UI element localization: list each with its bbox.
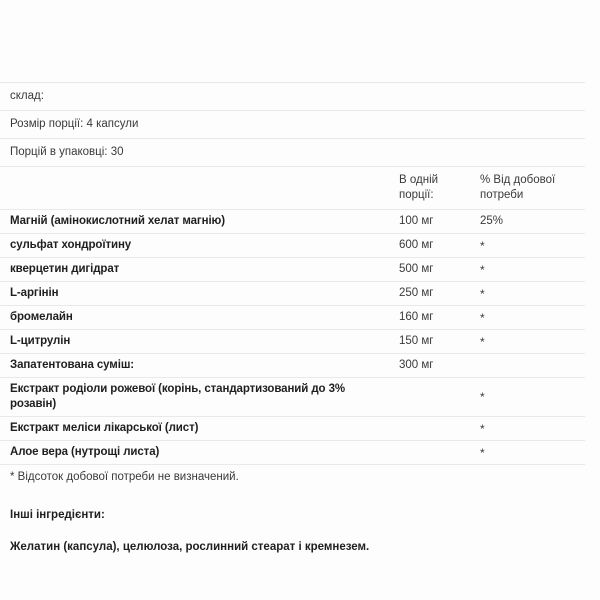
header-name <box>0 167 389 210</box>
table-footnote-row <box>0 465 585 491</box>
ingredient-amount <box>389 441 470 465</box>
table-row <box>0 282 585 306</box>
top-spacer <box>0 0 600 82</box>
servings-per-container-text: Порцій в упаковці: 30 <box>0 139 585 167</box>
ingredient-daily-value: * <box>470 417 585 441</box>
serving-size-text: Розмір порції: 4 капсули <box>0 111 585 139</box>
composition-label: склад: <box>0 83 585 111</box>
other-ingredients-section <box>0 508 600 555</box>
table-row <box>0 354 585 378</box>
ingredient-daily-value: * <box>470 258 585 282</box>
ingredient-amount: 600 мг <box>389 234 470 258</box>
header-amount-per-serving: В одній порції: <box>389 167 470 210</box>
header-percent-daily-value: % Від добової потреби <box>470 167 585 210</box>
row-serving-size <box>0 111 585 139</box>
ingredient-amount: 250 мг <box>389 282 470 306</box>
other-ingredients-label: Інші інгредієнти: <box>10 509 105 521</box>
ingredient-daily-value: 25% <box>470 210 585 234</box>
ingredient-name: Магній (амінокислотний хелат магнію) <box>0 210 389 234</box>
other-ingredients-text: Желатин (капсула), целюлоза, рослинний стеарат і кремнезем. <box>10 541 370 553</box>
table-row <box>0 306 585 330</box>
ingredient-amount: 300 мг <box>389 354 470 378</box>
ingredient-daily-value: * <box>470 441 585 465</box>
table-row <box>0 441 585 465</box>
facts-table-body <box>0 83 585 491</box>
ingredient-amount <box>389 417 470 441</box>
table-row <box>0 258 585 282</box>
ingredient-name: Екстракт родіоли рожевої (корінь, стандартизований до 3% розавін) <box>0 378 389 417</box>
ingredient-name: бромелайн <box>0 306 389 330</box>
ingredient-daily-value: * <box>470 330 585 354</box>
row-servings-per-container <box>0 139 585 167</box>
row-composition-label <box>0 83 585 111</box>
table-row <box>0 417 585 441</box>
table-row <box>0 378 585 417</box>
daily-value-footnote: * Відсоток добової потреби не визначений. <box>0 465 585 491</box>
ingredient-amount: 500 мг <box>389 258 470 282</box>
ingredient-daily-value: * <box>470 234 585 258</box>
ingredient-amount: 160 мг <box>389 306 470 330</box>
ingredient-daily-value: * <box>470 378 585 417</box>
ingredient-amount: 150 мг <box>389 330 470 354</box>
supplement-facts-table <box>0 82 585 490</box>
ingredient-name: Алое вера (нутрощі листа) <box>0 441 389 465</box>
ingredient-daily-value <box>470 354 585 378</box>
table-row <box>0 330 585 354</box>
ingredient-name: L-цитрулін <box>0 330 389 354</box>
ingredient-amount: 100 мг <box>389 210 470 234</box>
table-row <box>0 234 585 258</box>
ingredient-name: сульфат хондроїтину <box>0 234 389 258</box>
ingredient-name: L-аргінін <box>0 282 389 306</box>
ingredient-name: Запатентована суміш: <box>0 354 389 378</box>
ingredient-daily-value: * <box>470 306 585 330</box>
ingredient-name: кверцетин дигідрат <box>0 258 389 282</box>
ingredient-amount <box>389 378 470 417</box>
table-header-row <box>0 167 585 210</box>
ingredient-daily-value: * <box>470 282 585 306</box>
ingredient-name: Екстракт меліси лікарської (лист) <box>0 417 389 441</box>
table-row <box>0 210 585 234</box>
